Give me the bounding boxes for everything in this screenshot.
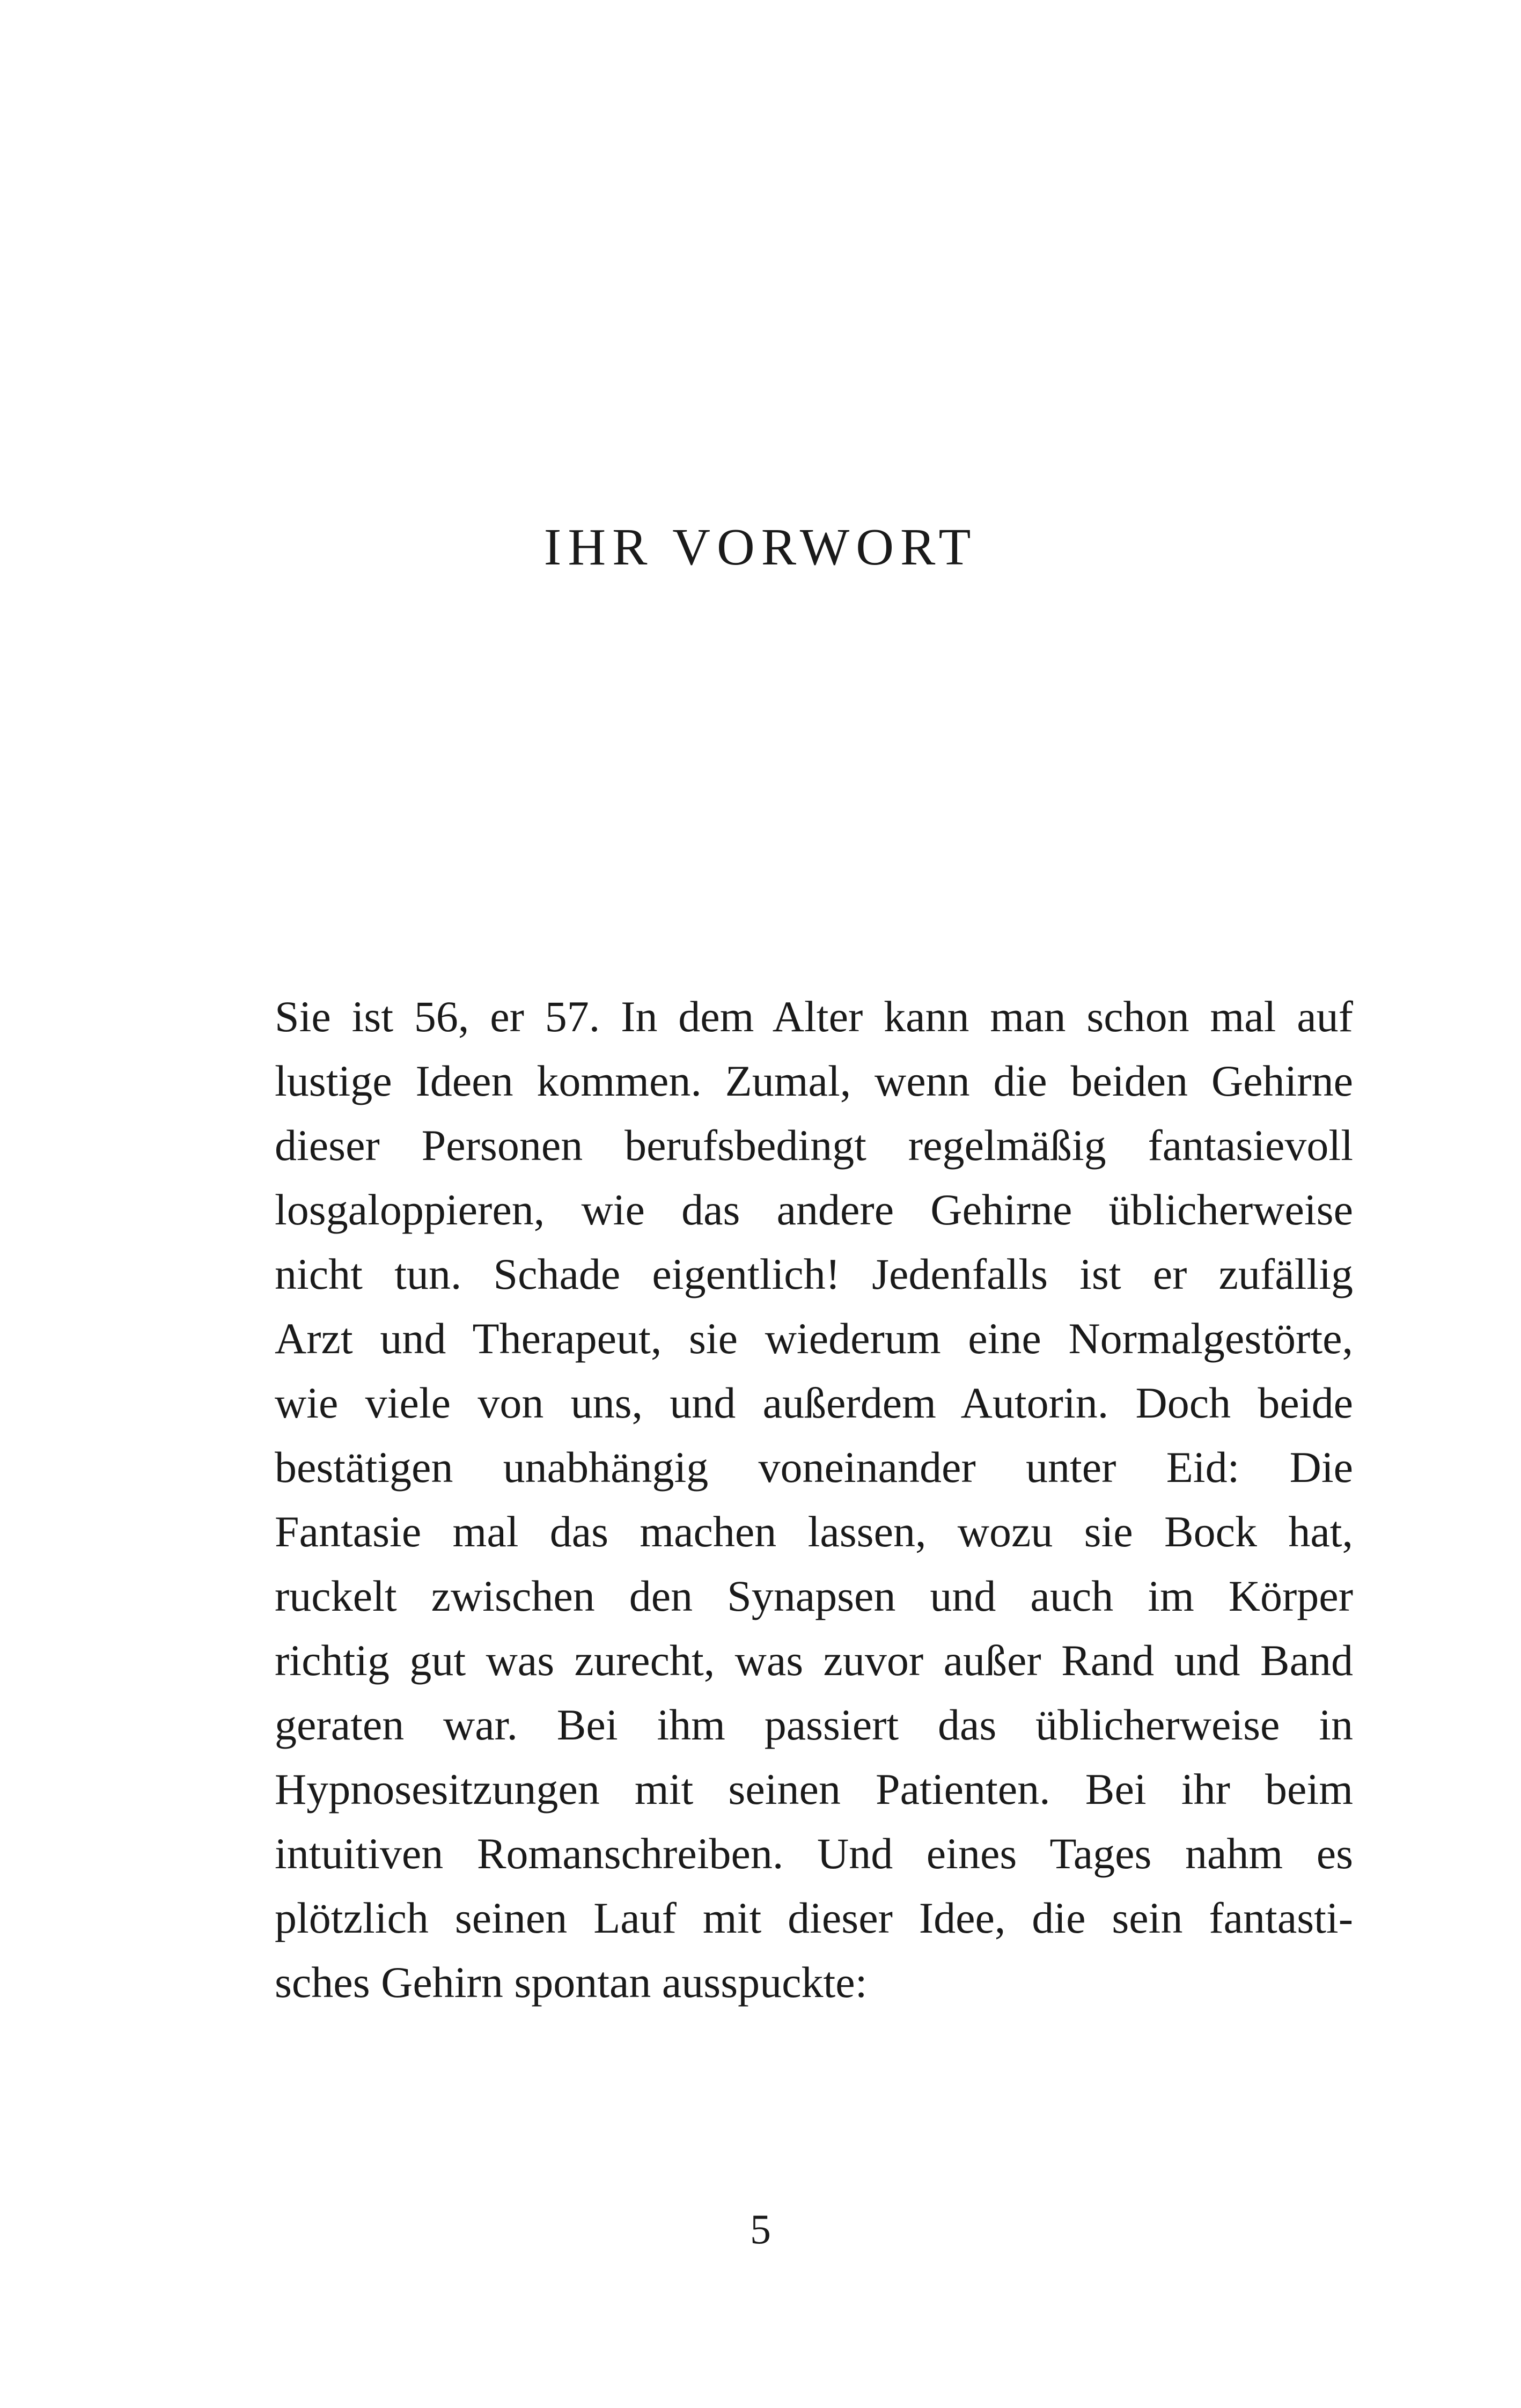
body-paragraph xyxy=(275,985,1353,2015)
text-line: bestätigen unabhängig voneinander unter Eid: Die xyxy=(275,1443,1353,1492)
text-line-last: sches Gehirn spontan ausspuckte: xyxy=(275,1958,868,2007)
text-line: plötzlich seinen Lauf mit dieser Idee, die sein fantasti- xyxy=(275,1893,1353,1942)
text-line: lustige Ideen kommen. Zumal, wenn die beiden Gehirne xyxy=(275,1056,1353,1105)
chapter-title: IHR VORWORT xyxy=(543,518,978,576)
text-line: geraten war. Bei ihm passiert das üblicherweise in xyxy=(275,1700,1353,1749)
text-line: dieser Personen berufsbedingt regelmäßig fantasievoll xyxy=(275,1121,1353,1170)
text-line: Hypnosesitzungen mit seinen Patienten. Bei ihr beim xyxy=(275,1765,1353,1814)
text-line: richtig gut was zurecht, was zuvor außer Rand und Band xyxy=(275,1636,1353,1685)
text-line: intuitiven Romanschreiben. Und eines Tages nahm es xyxy=(275,1829,1353,1878)
text-line: Arzt und Therapeut, sie wiederum eine Normalgestörte, xyxy=(275,1314,1353,1363)
text-line: Sie ist 56, er 57. In dem Alter kann man schon mal auf xyxy=(275,992,1353,1041)
text-line: ruckelt zwischen den Synapsen und auch im Körper xyxy=(275,1572,1353,1620)
text-line: losgaloppieren, wie das andere Gehirne üblicherweise xyxy=(275,1185,1353,1234)
text-line: nicht tun. Schade eigentlich! Jedenfalls ist er zufällig xyxy=(275,1250,1353,1298)
text-line: Fantasie mal das machen lassen, wozu sie Bock hat, xyxy=(275,1507,1353,1556)
text-line: wie viele von uns, und außerdem Autorin. Doch beide xyxy=(275,1378,1353,1427)
page-number: 5 xyxy=(750,2206,771,2252)
